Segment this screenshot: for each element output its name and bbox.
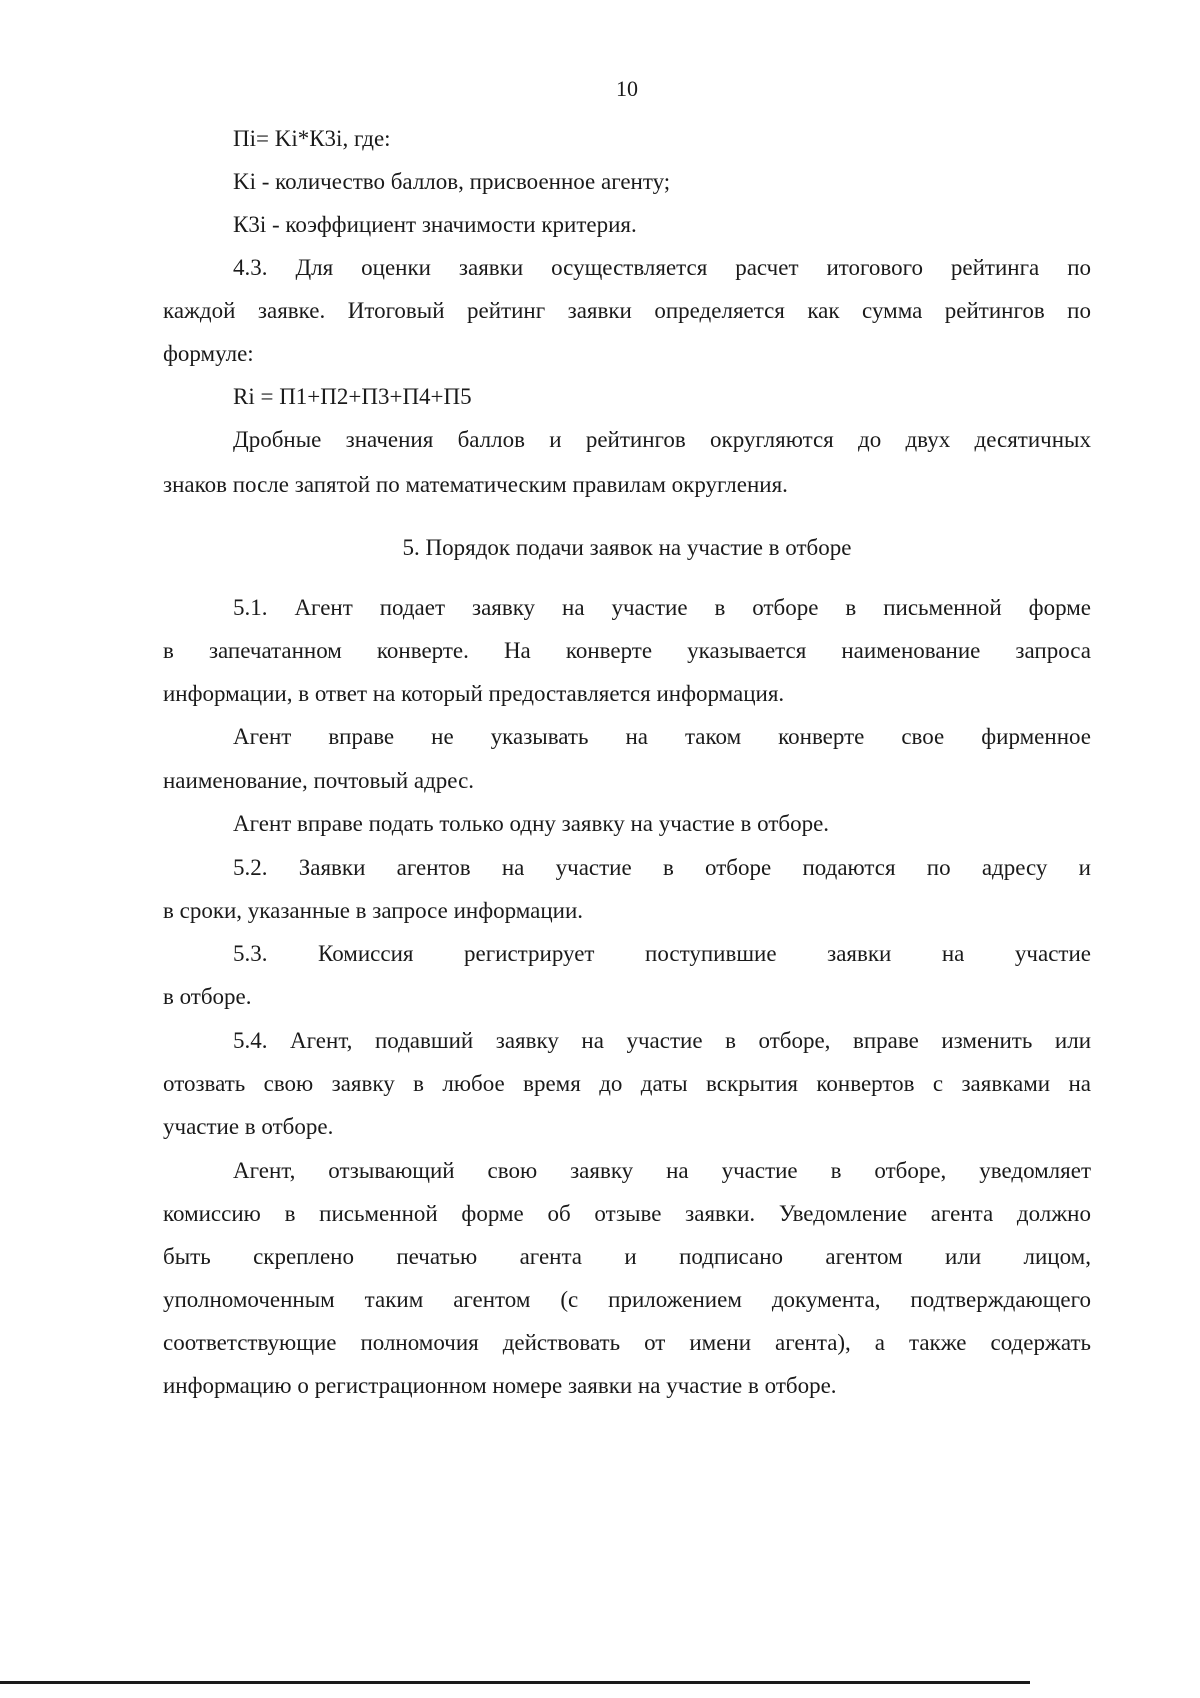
paragraph-line: информации, в ответ на который предоставляется информация. (163, 681, 785, 706)
paragraph-line: 5.4. Агент, подавший заявку на участие в отборе, вправе изменить или (233, 1028, 1091, 1053)
section-heading: 5. Порядок подачи заявок на участие в отборе (402, 535, 852, 560)
paragraph-line: Агент, отзывающий свою заявку на участие в отборе, уведомляет (233, 1158, 1091, 1183)
paragraph-line: участие в отборе. (163, 1114, 334, 1139)
definition-line: Ki - количество баллов, присвоенное агенту; (233, 169, 671, 194)
paragraph-line: Агент вправе не указывать на таком конверте свое фирменное (233, 724, 1091, 749)
bottom-rule (0, 1681, 1030, 1684)
paragraph-line: в запечатанном конверте. На конверте указывается наименование запроса (163, 638, 1091, 663)
formula-line: Пi= Ki*К3i, где: (233, 126, 391, 151)
formula-line: Ri = П1+П2+П3+П4+П5 (233, 384, 472, 409)
paragraph-line: знаков после запятой по математическим правилам округления. (163, 472, 788, 497)
paragraph-line: в отборе. (163, 984, 252, 1009)
paragraph-line: каждой заявке. Итоговый рейтинг заявки определяется как сумма рейтингов по (163, 298, 1091, 323)
paragraph-line: в сроки, указанные в запросе информации. (163, 898, 584, 923)
paragraph-line: соответствующие полномочия действовать от имени агента), а также содержать (163, 1330, 1091, 1355)
paragraph-line: 4.3. Для оценки заявки осуществляется расчет итогового рейтинга по (233, 255, 1091, 280)
paragraph-line: 5.2. Заявки агентов на участие в отборе подаются по адресу и (233, 855, 1091, 880)
page-number: 10 (616, 76, 638, 101)
paragraph-line: комиссию в письменной форме об отзыве заявки. Уведомление агента должно (163, 1201, 1091, 1226)
paragraph-line: информацию о регистрационном номере заявки на участие в отборе. (163, 1373, 837, 1398)
paragraph-line: отозвать свою заявку в любое время до даты вскрытия конвертов с заявками на (163, 1071, 1091, 1096)
paragraph-line: Агент вправе подать только одну заявку на участие в отборе. (233, 811, 830, 836)
paragraph-line: быть скреплено печатью агента и подписано агентом или лицом, (163, 1244, 1091, 1269)
paragraph-line: Дробные значения баллов и рейтингов округляются до двух десятичных (233, 427, 1091, 452)
paragraph-line: уполномоченным таким агентом (с приложением документа, подтверждающего (163, 1287, 1091, 1312)
paragraph-line: 5.1. Агент подает заявку на участие в отборе в письменной форме (233, 595, 1091, 620)
paragraph-line: формуле: (163, 341, 254, 366)
definition-line: К3i - коэффициент значимости критерия. (233, 212, 637, 237)
paragraph-line: 5.3. Комиссия регистрирует поступившие заявки на участие (233, 941, 1091, 966)
paragraph-line: наименование, почтовый адрес. (163, 768, 475, 793)
